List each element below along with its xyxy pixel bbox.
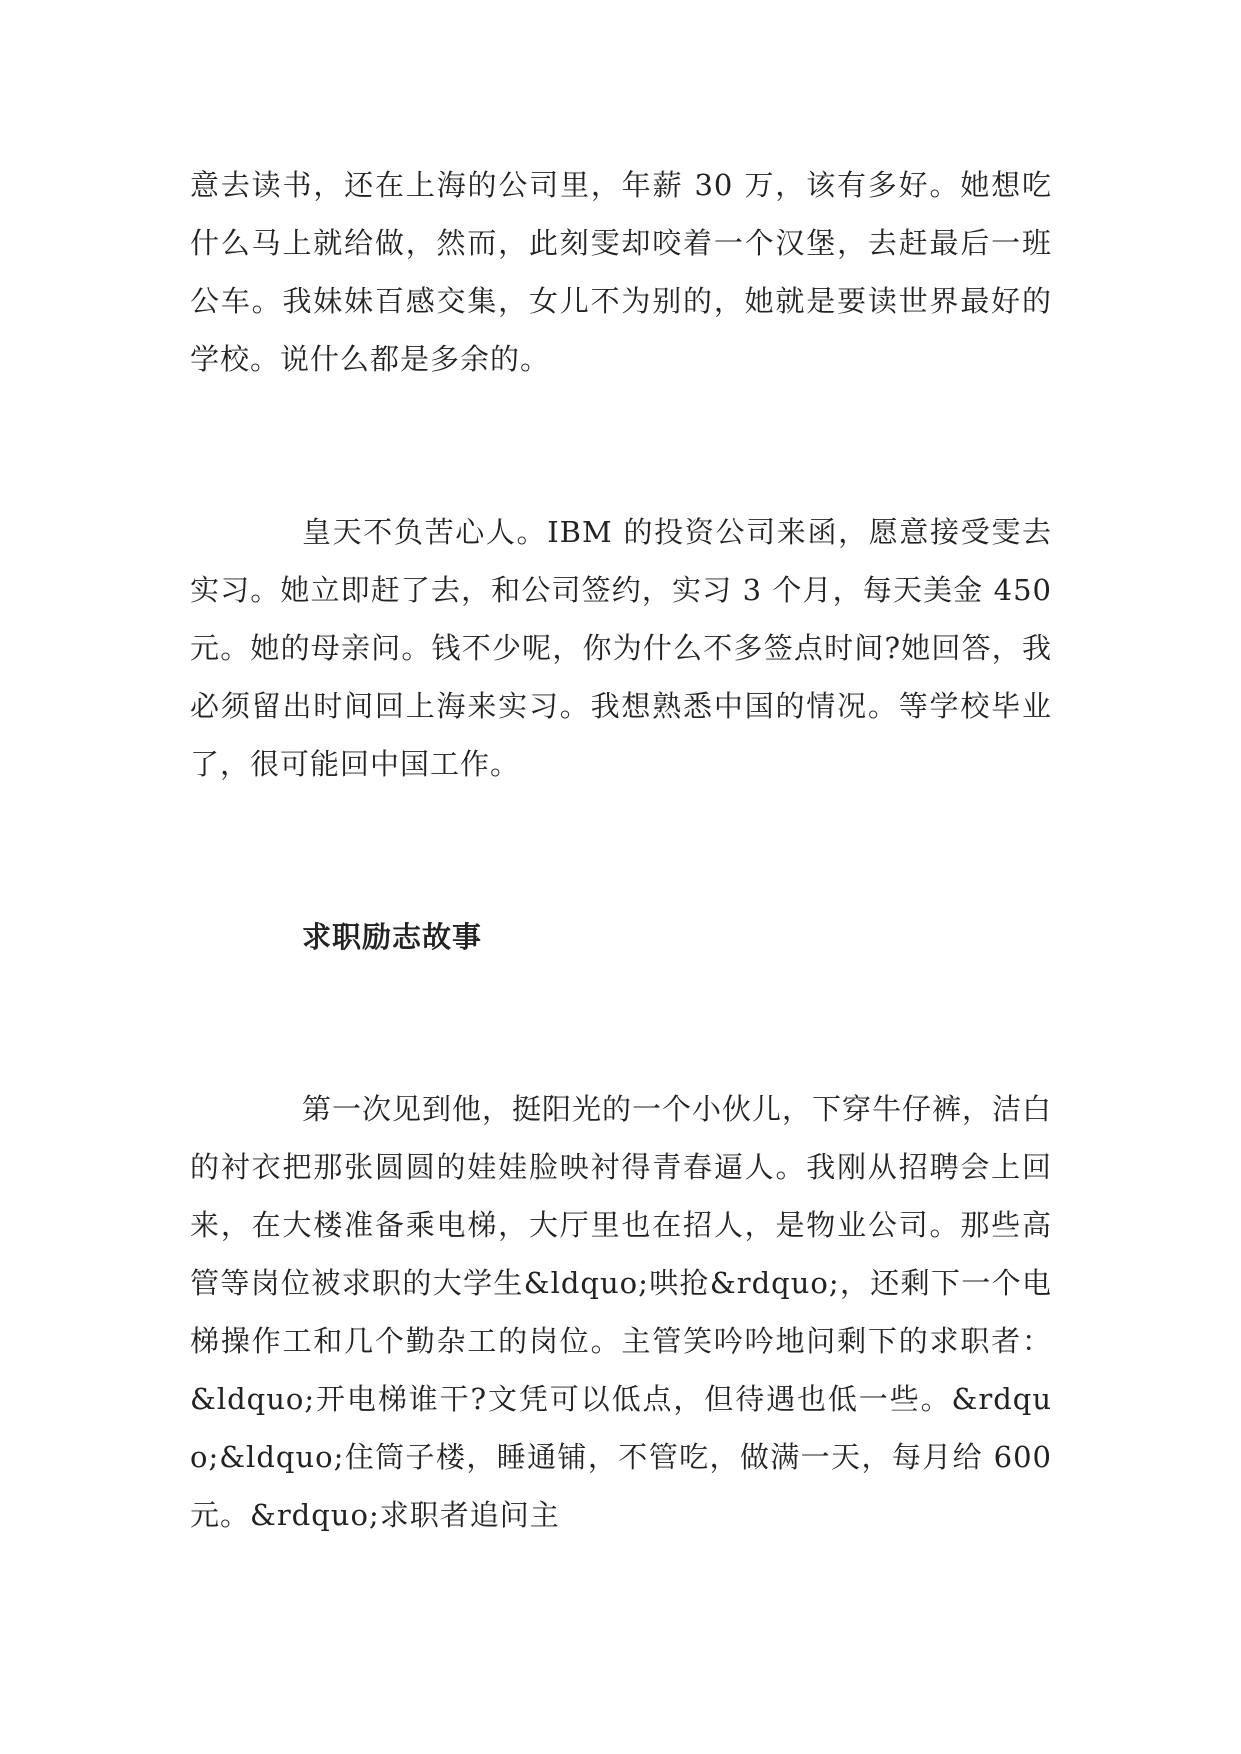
section-heading: 求职励志故事 bbox=[302, 920, 483, 954]
paragraph-continuation: 意去读书，还在上海的公司里，年薪 30 万，该有多好。她想吃什么马上就给做，然而，此刻雯却咬着一个汉堡，去赶最后一班公车。我妹妹百感交集，女儿不为别的，她就是要读世界最好的学校。说什么都是多余的。 bbox=[190, 168, 1052, 376]
paragraph-job-story: 第一次见到他，挺阳光的一个小伙儿，下穿牛仔裤，洁白的衬衣把那张圆圆的娃娃脸映衬得青春逼人。我刚从招聘会上回来，在大楼准备乘电梯，大厅里也在招人，是物业公司。那些高管等岗位被求职的大学生&ldquo;哄抢&rdquo;，还剩下一个电梯操作工和几个勤杂工的岗位。主管笑吟吟地问剩下的求职者：&ldquo;开电梯谁干?文凭可以低点，但待遇也低一些。&rdquo;&ldquo;住筒子楼，睡通铺，不管吃，做满一天，每月给 600 元。&rdquo;求职者追问主 bbox=[190, 1092, 1053, 1532]
paragraph-ibm-internship: 皇天不负苦心人。IBM 的投资公司来函，愿意接受雯去实习。她立即赶了去，和公司签约，实习 3 个月，每天美金 450 元。她的母亲问。钱不少呢，你为什么不多签点时间?她回答，我必须留出时间回上海来实习。我想熟悉中国的情况。等学校毕业了，很可能回中国工作。 bbox=[190, 515, 1052, 781]
